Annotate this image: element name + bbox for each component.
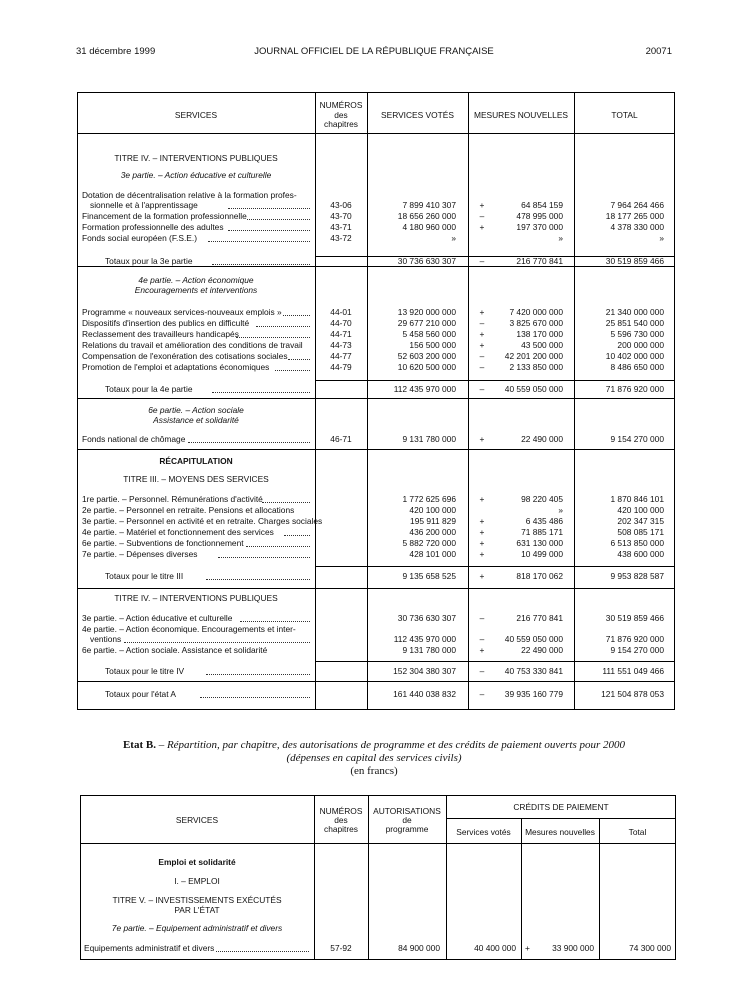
row-label: Financement de la formation professionnelle: [82, 211, 247, 221]
col-header-mesures: MESURES NOUVELLES: [473, 110, 568, 120]
mesures-nouvelles: 216 770 841: [516, 613, 563, 623]
sign: +: [479, 571, 485, 581]
partie-heading: 4e partie. – Action économique: [138, 275, 254, 285]
subtotal-votes: 30 736 630 307: [397, 256, 456, 266]
etat-b-title: [0, 739, 748, 751]
total: »: [659, 233, 664, 243]
col-header-votes: SERVICES VOTÉS: [381, 110, 454, 120]
row-label: Dotation de décentralisation relative à la formation profes-: [82, 190, 297, 200]
dot-leader: [216, 951, 309, 952]
mesures-nouvelles: »: [558, 505, 563, 515]
row-label: 6e partie. – Action sociale. Assistance et solidarité: [82, 645, 268, 655]
total: 4 378 330 000: [610, 222, 664, 232]
dot-leader: [212, 392, 310, 393]
sign: +: [479, 527, 485, 537]
section-title: TITRE V. – INVESTISSEMENTS EXÉCUTÉS: [112, 895, 282, 905]
dot-leader: [283, 315, 310, 316]
row-label: Programme « nouveaux services-nouveaux emplois »: [82, 307, 282, 317]
total: 21 340 000 000: [605, 307, 664, 317]
services-votes: 5 882 720 000: [402, 538, 456, 548]
section-rule: [77, 398, 675, 399]
services-votes: 29 677 210 000: [397, 318, 456, 328]
total: 18 177 265 000: [605, 211, 664, 221]
header-date: 31 décembre 1999: [76, 46, 156, 57]
row-label: Relations du travail et amélioration des conditions de travail: [82, 340, 303, 350]
sign: +: [479, 307, 485, 317]
sign: +: [479, 222, 485, 232]
section-title: TITRE IV. – INTERVENTIONS PUBLIQUES: [114, 593, 278, 603]
mesures-nouvelles: 10 499 000: [521, 549, 563, 559]
dot-leader: [256, 326, 310, 327]
partie-heading: 6e partie. – Action sociale: [148, 405, 244, 415]
chapter-number: 43-70: [330, 211, 352, 221]
mesures-nouvelles: 22 490 000: [521, 645, 563, 655]
col-header-credits: CRÉDITS DE PAIEMENT: [513, 802, 609, 812]
autorisations-programme: 84 900 000: [398, 943, 440, 953]
subtotal-total: 71 876 920 000: [605, 384, 664, 394]
section-rule: [77, 449, 675, 450]
col-header-votes: Services votés: [456, 827, 511, 837]
header-rule: [446, 818, 676, 819]
dot-leader: [228, 230, 310, 231]
mesures-nouvelles: 98 220 405: [521, 494, 563, 504]
row-label: Fonds social européen (F.S.E.): [82, 233, 197, 243]
services-votes: 10 620 500 000: [397, 362, 456, 372]
sign: +: [479, 329, 485, 339]
sign: –: [479, 666, 485, 676]
total: 25 851 540 000: [605, 318, 664, 328]
col-header-chapitres: chapitres: [324, 119, 358, 129]
grand-total-mesures: 39 935 160 779: [504, 689, 563, 699]
mesures-nouvelles: 64 854 159: [521, 200, 563, 210]
row-label: 4e partie. – Matériel et fonctionnement des services: [82, 527, 274, 537]
sign: –: [479, 634, 485, 644]
services-votes: 195 911 829: [410, 516, 456, 526]
subtotal-mesures: 40 559 050 000: [504, 384, 563, 394]
subtotal-mesures: 818 170 062: [516, 571, 563, 581]
mesures-nouvelles: 42 201 200 000: [504, 351, 563, 361]
subtotal-label: Totaux pour la 3e partie: [105, 256, 193, 266]
dot-leader: [275, 370, 310, 371]
dot-leader: [188, 442, 310, 443]
sign: +: [479, 538, 485, 548]
total: 9 154 270 000: [610, 434, 664, 444]
dot-leader: [284, 535, 310, 536]
chapter-number: 44-71: [330, 329, 352, 339]
services-votes: 40 400 000: [474, 943, 516, 953]
dot-leader: [228, 208, 310, 209]
chapter-number: 43-71: [330, 222, 352, 232]
subtotal-votes: 152 304 380 307: [393, 666, 456, 676]
sign: +: [479, 200, 485, 210]
section-title: TITRE III. – MOYENS DES SERVICES: [123, 474, 269, 484]
col-header-mesures: Mesures nouvelles: [525, 827, 595, 837]
grand-total-total: 121 504 878 053: [601, 689, 664, 699]
subtotal-total: 9 953 828 587: [610, 571, 664, 581]
row-label: Dispositifs d'insertion des publics en difficulté: [82, 318, 250, 328]
row-label: Promotion de l'emploi et adaptations économiques: [82, 362, 270, 372]
mesures-nouvelles: 71 885 171: [521, 527, 563, 537]
sign: +: [479, 549, 485, 559]
col-header-total: Total: [628, 827, 647, 837]
sign: +: [479, 494, 485, 504]
sign: –: [479, 256, 485, 266]
sign: –: [479, 362, 485, 372]
services-votes: 436 200 000: [409, 527, 456, 537]
grand-total-label: Totaux pour l'état A: [105, 689, 176, 699]
sign: +: [479, 434, 485, 444]
mesures-nouvelles: 22 490 000: [521, 434, 563, 444]
etat-b-lead: Etat B.: [122, 739, 156, 751]
row-label: Formation professionnelle des adultes: [82, 222, 224, 232]
subtotal-total: 111 551 049 466: [602, 666, 664, 676]
chapter-number: 44-01: [330, 307, 352, 317]
partie-subheading: Assistance et solidarité: [153, 415, 239, 425]
total: 5 596 730 000: [610, 329, 664, 339]
services-votes: 1 772 625 696: [402, 494, 456, 504]
row-label: 7e partie. – Dépenses diverses: [82, 549, 198, 559]
mesures-nouvelles: 2 133 850 000: [509, 362, 563, 372]
col-divider: [521, 818, 522, 960]
sign: –: [479, 351, 485, 361]
row-label: Reclassement des travailleurs handicapés: [82, 329, 239, 339]
subtotal-mesures: 40 753 330 841: [504, 666, 563, 676]
total: 6 513 850 000: [610, 538, 664, 548]
row-label: sionnelle et à l'apprentissage: [90, 200, 198, 210]
header-rule: [77, 133, 675, 134]
col-header-autorisations: AUTORISATIONS: [373, 806, 441, 816]
dot-leader: [208, 241, 310, 242]
col-divider: [446, 795, 447, 960]
total: 1 870 846 101: [610, 494, 664, 504]
sign: –: [479, 384, 485, 394]
chapter-number: 44-77: [330, 351, 352, 361]
row-label: 2e partie. – Personnel en retraite. Pensions et allocations: [82, 505, 295, 515]
total: 71 876 920 000: [605, 634, 664, 644]
row-label: Compensation de l'exonération des cotisations sociales: [82, 351, 288, 361]
col-header-des: des: [334, 815, 348, 825]
dot-leader: [262, 502, 310, 503]
col-header-numeros: NUMÉROS: [319, 100, 363, 110]
services-votes: 428 101 000: [409, 549, 456, 559]
row-label: ventions: [90, 634, 122, 644]
total: 420 100 000: [617, 505, 664, 515]
services-votes: 9 131 780 000: [402, 434, 456, 444]
services-votes: 13 920 000 000: [397, 307, 456, 317]
col-divider: [599, 818, 600, 960]
total: 74 300 000: [629, 943, 671, 953]
section-heading: Emploi et solidarité: [158, 857, 236, 867]
total: 202 347 315: [617, 516, 664, 526]
col-header-numeros: NUMÉROS: [319, 806, 363, 816]
mesures-nouvelles: 631 130 000: [516, 538, 563, 548]
mesures-nouvelles: 6 435 486: [525, 516, 563, 526]
mesures-nouvelles: »: [558, 233, 563, 243]
col-header-de: de: [402, 815, 412, 825]
col-header-chapitres: chapitres: [324, 824, 358, 834]
dot-leader: [212, 264, 310, 265]
mesures-nouvelles: 33 900 000: [552, 943, 594, 953]
partie-heading: 7e partie. – Equipement administratif et divers: [111, 923, 283, 933]
dot-leader: [246, 546, 310, 547]
mesures-nouvelles: 197 370 000: [516, 222, 563, 232]
dot-leader: [236, 337, 310, 338]
sign: –: [479, 211, 485, 221]
subtotal-total: 30 519 859 466: [605, 256, 664, 266]
subtotal-label: Totaux pour le titre IV: [105, 666, 185, 676]
dot-leader: [206, 579, 310, 580]
col-header-total: TOTAL: [611, 110, 638, 120]
mesures-nouvelles: 43 500 000: [521, 340, 563, 350]
dot-leader: [200, 697, 310, 698]
total: 9 154 270 000: [610, 645, 664, 655]
total: 438 600 000: [617, 549, 664, 559]
row-label: 3e partie. – Action éducative et culturelle: [82, 613, 233, 623]
row-label: 4e partie. – Action économique. Encouragements et inter-: [82, 624, 296, 634]
row-label: Fonds national de chômage: [82, 434, 186, 444]
subtotal-votes: 9 135 658 525: [402, 571, 456, 581]
subtotal-label: Totaux pour la 4e partie: [105, 384, 193, 394]
dot-leader: [247, 219, 310, 220]
subtotal-label: Totaux pour le titre III: [105, 571, 184, 581]
sign: +: [479, 340, 485, 350]
etat-b-unit: (en francs): [350, 765, 398, 777]
chapter-number: 43-72: [330, 233, 352, 243]
partie-subheading: Encouragements et interventions: [134, 285, 258, 295]
mesures-nouvelles: 7 420 000 000: [509, 307, 563, 317]
mesures-nouvelles: 40 559 050 000: [504, 634, 563, 644]
section-rule: [77, 266, 675, 267]
col-divider: [315, 92, 316, 710]
subtotal-mesures: 216 770 841: [516, 256, 563, 266]
total: 200 000 000: [617, 340, 664, 350]
mesures-nouvelles: 478 995 000: [516, 211, 563, 221]
sign: +: [479, 516, 485, 526]
services-votes: 156 500 000: [409, 340, 456, 350]
services-votes: 52 603 200 000: [397, 351, 456, 361]
col-header-services: SERVICES: [175, 815, 219, 825]
row-label: 3e partie. – Personnel en activité et en retraite. Charges sociales: [82, 516, 323, 526]
total: 30 519 859 466: [605, 613, 664, 623]
mesures-nouvelles: 3 825 670 000: [509, 318, 563, 328]
sign: +: [479, 645, 485, 655]
row-label: 6e partie. – Subventions de fonctionnement: [82, 538, 244, 548]
dot-leader: [218, 557, 310, 558]
grand-total-votes: 161 440 038 832: [393, 689, 456, 699]
section-rule: [77, 588, 675, 589]
chapter-number: 44-73: [330, 340, 352, 350]
section-rule: [315, 661, 675, 662]
subtotal-votes: 112 435 970 000: [393, 384, 456, 394]
recap-heading: RÉCAPITULATION: [159, 456, 233, 466]
services-votes: 420 100 000: [409, 505, 456, 515]
dot-leader: [206, 674, 310, 675]
dot-leader: [288, 359, 310, 360]
sign: –: [479, 613, 485, 623]
chapter-number: 57-92: [330, 943, 352, 953]
dot-leader: [240, 621, 310, 622]
section-title: PAR L'ÉTAT: [174, 905, 220, 915]
col-header-programme: programme: [385, 824, 429, 834]
subsection-heading: I. – EMPLOI: [174, 876, 220, 886]
sign: –: [479, 689, 485, 699]
services-votes: 30 736 630 307: [397, 613, 456, 623]
sign: +: [525, 943, 530, 953]
services-votes: 112 435 970 000: [393, 634, 456, 644]
services-votes: 4 180 960 000: [402, 222, 456, 232]
section-rule: [77, 681, 675, 682]
total: 508 085 171: [617, 527, 664, 537]
services-votes: 5 458 560 000: [402, 329, 456, 339]
header-journal: JOURNAL OFFICIEL DE LA RÉPUBLIQUE FRANÇAISE: [254, 46, 494, 57]
row-label: Equipements administratif et divers: [84, 943, 215, 953]
chapter-number: 44-70: [330, 318, 352, 328]
row-label: 1re partie. – Personnel. Rémunérations d'activité: [82, 494, 263, 504]
etat-b-title-text: – Répartition, par chapitre, des autorisations de programme et des crédits de paiement ouverts pour 2000: [158, 739, 626, 751]
section-rule: [315, 566, 675, 567]
col-header-des: des: [334, 110, 348, 120]
header-rule: [80, 843, 676, 844]
services-votes: 9 131 780 000: [402, 645, 456, 655]
chapter-number: 44-79: [330, 362, 352, 372]
total: 7 964 264 466: [610, 200, 664, 210]
section-rule: [315, 380, 675, 381]
services-votes: 18 656 260 000: [397, 211, 456, 221]
dot-leader: [124, 642, 310, 643]
partie-heading: 3e partie. – Action éducative et culturelle: [120, 170, 272, 180]
chapter-number: 43-06: [330, 200, 352, 210]
total: 10 402 000 000: [605, 351, 664, 361]
chapter-number: 46-71: [330, 434, 352, 444]
mesures-nouvelles: 138 170 000: [516, 329, 563, 339]
services-votes: »: [451, 233, 456, 243]
col-header-services: SERVICES: [174, 110, 218, 120]
total: 8 486 650 000: [610, 362, 664, 372]
sign: –: [479, 318, 485, 328]
services-votes: 7 899 410 307: [402, 200, 456, 210]
header-page-number: 20071: [645, 46, 672, 57]
etat-b-subtitle: (dépenses en capital des services civils): [286, 752, 462, 764]
section-title: TITRE IV. – INTERVENTIONS PUBLIQUES: [114, 153, 278, 163]
